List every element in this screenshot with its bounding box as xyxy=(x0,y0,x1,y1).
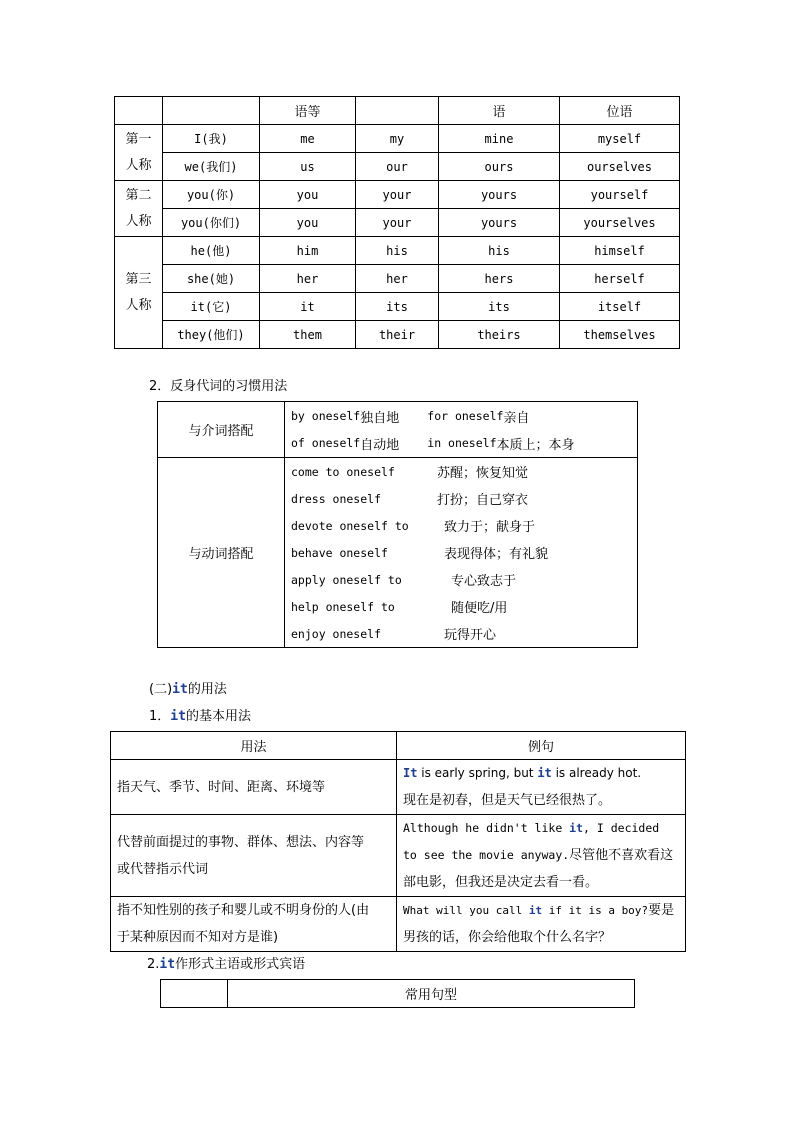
object-pronoun: her xyxy=(260,265,356,293)
phrase-en: dress oneself xyxy=(291,491,382,506)
object-pronoun: you xyxy=(260,209,356,237)
usage-text: 指不知性别的孩子和婴儿或不明身份的人(由 xyxy=(117,903,370,918)
column-header: 用法 xyxy=(111,732,397,760)
example-cell xyxy=(397,760,686,815)
example-en xyxy=(403,760,679,787)
person-cell xyxy=(115,237,163,349)
phrase-zh: 亲自 xyxy=(503,410,530,426)
list-item xyxy=(291,593,631,620)
person-label: 人称 xyxy=(125,213,152,229)
phrase-zh: 表现得体；有礼貌 xyxy=(444,547,549,562)
reflexive-pronoun: myself xyxy=(560,125,680,153)
example-text: Although he didn't like xyxy=(403,821,570,835)
keyword-it: it xyxy=(159,957,176,972)
object-pronoun: it xyxy=(260,293,356,321)
example-zh: 要是男孩的话，你会给他取个什么名字？ xyxy=(403,903,675,945)
person-label: 第三 xyxy=(125,271,152,287)
subject-pronoun: I(我) xyxy=(163,125,260,153)
person-label: 人称 xyxy=(125,297,152,313)
subject-pronoun: he(他) xyxy=(163,237,260,265)
usage-text: 于某种原因而不知对方是谁) xyxy=(117,930,279,945)
list-item xyxy=(291,620,631,647)
phrase-zh: 本质上；本身 xyxy=(496,437,575,453)
phrase-list xyxy=(285,402,638,458)
category-label: 与介词搭配 xyxy=(158,402,285,458)
list-item xyxy=(291,566,631,593)
reflexive-pronoun: themselves xyxy=(560,321,680,349)
heading-text: 的用法 xyxy=(187,682,227,697)
possessive-adjective: your xyxy=(356,209,439,237)
example-cell xyxy=(397,897,686,952)
possessive-pronoun: theirs xyxy=(439,321,560,349)
header-cell xyxy=(356,97,439,125)
table-row xyxy=(115,153,680,181)
object-pronoun: him xyxy=(260,237,356,265)
phrase-zh: 打扮；自己穿衣 xyxy=(437,493,529,508)
header-cell xyxy=(163,97,260,125)
example-text: if it is a boy? xyxy=(542,904,649,917)
object-pronoun: them xyxy=(260,321,356,349)
subsection-heading xyxy=(147,953,305,972)
list-item xyxy=(291,539,631,566)
subject-pronoun: you(你们) xyxy=(163,209,260,237)
phrase-zh: 自动地 xyxy=(360,437,400,453)
reflexive-pronoun: itself xyxy=(560,293,680,321)
table-row xyxy=(111,760,686,815)
heading-text: 作形式主语或形式宾语 xyxy=(175,957,306,972)
it-usage-table xyxy=(110,731,686,952)
person-label: 第二 xyxy=(125,187,152,203)
subject-pronoun: she(她) xyxy=(163,265,260,293)
keyword-it: it xyxy=(172,682,188,697)
usage-cell xyxy=(111,815,397,897)
subject-pronoun: they(他们) xyxy=(163,321,260,349)
phrase-en: come to oneself xyxy=(291,464,395,479)
reflexive-pronoun: ourselves xyxy=(560,153,680,181)
phrase-en: help oneself to xyxy=(291,599,395,614)
table-row xyxy=(115,265,680,293)
table-header-row xyxy=(111,732,686,760)
phrase-en: for oneself xyxy=(427,409,504,423)
phrase-zh: 苏醒；恢复知觉 xyxy=(437,466,529,481)
table-row xyxy=(115,181,680,209)
person-label: 第一 xyxy=(125,131,152,147)
header-cell: 语等 xyxy=(260,97,356,125)
possessive-adjective: his xyxy=(356,237,439,265)
possessive-pronoun: yours xyxy=(439,209,560,237)
table-row xyxy=(115,293,680,321)
table-row xyxy=(111,897,686,952)
heading-text: 1． xyxy=(149,709,171,724)
column-header: 常用句型 xyxy=(228,980,635,1008)
reflexive-pronoun: yourself xyxy=(560,181,680,209)
header-cell xyxy=(115,97,163,125)
phrase-en: behave oneself xyxy=(291,545,388,560)
phrase-en: devote oneself to xyxy=(291,518,409,533)
object-pronoun: me xyxy=(260,125,356,153)
possessive-pronoun: its xyxy=(439,293,560,321)
example-text: , I decided to see the movie anyway. xyxy=(403,821,660,862)
reflexive-usage-table xyxy=(157,401,638,648)
subject-pronoun: we(我们) xyxy=(163,153,260,181)
possessive-adjective: your xyxy=(356,181,439,209)
phrase-en: apply oneself to xyxy=(291,572,402,587)
possessive-pronoun: mine xyxy=(439,125,560,153)
possessive-pronoun: ours xyxy=(439,153,560,181)
keyword-it: it xyxy=(569,821,584,835)
reflexive-pronoun: yourselves xyxy=(560,209,680,237)
header-cell: 位语 xyxy=(560,97,680,125)
list-item xyxy=(291,403,631,430)
pronoun-table xyxy=(114,96,680,349)
example-zh: 现在是初春，但是天气已经很热了。 xyxy=(403,793,612,808)
heading-text: 2. xyxy=(147,957,160,972)
possessive-adjective: her xyxy=(356,265,439,293)
table-row xyxy=(158,402,638,458)
table-header-row xyxy=(161,980,635,1008)
subject-pronoun: you(你) xyxy=(163,181,260,209)
list-item xyxy=(291,430,631,457)
example-text: What will you call xyxy=(403,904,529,917)
column-header xyxy=(161,980,228,1008)
header-cell: 语 xyxy=(439,97,560,125)
phrase-zh: 专心致志于 xyxy=(451,574,517,589)
possessive-pronoun: yours xyxy=(439,181,560,209)
heading-text: (二) xyxy=(149,682,173,697)
table-row xyxy=(111,815,686,897)
object-pronoun: us xyxy=(260,153,356,181)
reflexive-pronoun: himself xyxy=(560,237,680,265)
phrase-zh: 随便吃/用 xyxy=(451,601,508,616)
possessive-adjective: its xyxy=(356,293,439,321)
usage-text: 或代替指示代词 xyxy=(117,861,209,877)
category-label: 与动词搭配 xyxy=(158,458,285,648)
object-pronoun: you xyxy=(260,181,356,209)
example-text: is already hot. xyxy=(551,766,642,780)
possessive-pronoun: his xyxy=(439,237,560,265)
keyword-it: It xyxy=(403,766,418,780)
phrase-en: of oneself xyxy=(291,436,361,450)
subject-pronoun: it(它) xyxy=(163,293,260,321)
list-item xyxy=(291,485,631,512)
possessive-pronoun: hers xyxy=(439,265,560,293)
section-heading xyxy=(149,678,227,697)
sentence-pattern-table xyxy=(160,979,635,1008)
person-label: 人称 xyxy=(125,157,152,173)
table-row xyxy=(158,458,638,648)
person-cell xyxy=(115,181,163,237)
keyword-it: it xyxy=(170,709,186,724)
subsection-heading xyxy=(149,705,251,724)
heading-text: 的基本用法 xyxy=(185,709,251,724)
table-row xyxy=(115,209,680,237)
phrase-en: by oneself xyxy=(291,409,361,423)
keyword-it: it xyxy=(537,766,552,780)
usage-cell xyxy=(111,897,397,952)
usage-text: 代替前面提过的事物、群体、想法、内容等 xyxy=(117,834,365,850)
example-text: is early spring, but xyxy=(417,766,538,780)
column-header: 例句 xyxy=(397,732,686,760)
phrase-zh: 独自地 xyxy=(360,410,400,426)
phrase-list xyxy=(285,458,638,648)
possessive-adjective: our xyxy=(356,153,439,181)
phrase-zh: 玩得开心 xyxy=(444,628,497,643)
keyword-it: it xyxy=(528,904,543,917)
table-row xyxy=(115,237,680,265)
phrase-en: enjoy oneself xyxy=(291,626,382,641)
example-cell xyxy=(397,815,686,897)
reflexive-pronoun: herself xyxy=(560,265,680,293)
pronoun-table-header xyxy=(115,97,680,125)
table-row xyxy=(115,321,680,349)
table-row xyxy=(115,125,680,153)
person-cell xyxy=(115,125,163,181)
possessive-adjective: my xyxy=(356,125,439,153)
section-heading: 2．反身代词的习惯用法 xyxy=(149,379,288,394)
usage-cell: 指天气、季节、时间、距离、环境等 xyxy=(111,760,397,815)
list-item xyxy=(291,512,631,539)
possessive-adjective: their xyxy=(356,321,439,349)
phrase-en: in oneself xyxy=(427,436,497,450)
list-item xyxy=(291,458,631,485)
example-zh: 尽管他不喜欢看这部电影，但我还是决定去看一看。 xyxy=(403,848,674,890)
phrase-zh: 致力于；献身于 xyxy=(444,520,536,535)
